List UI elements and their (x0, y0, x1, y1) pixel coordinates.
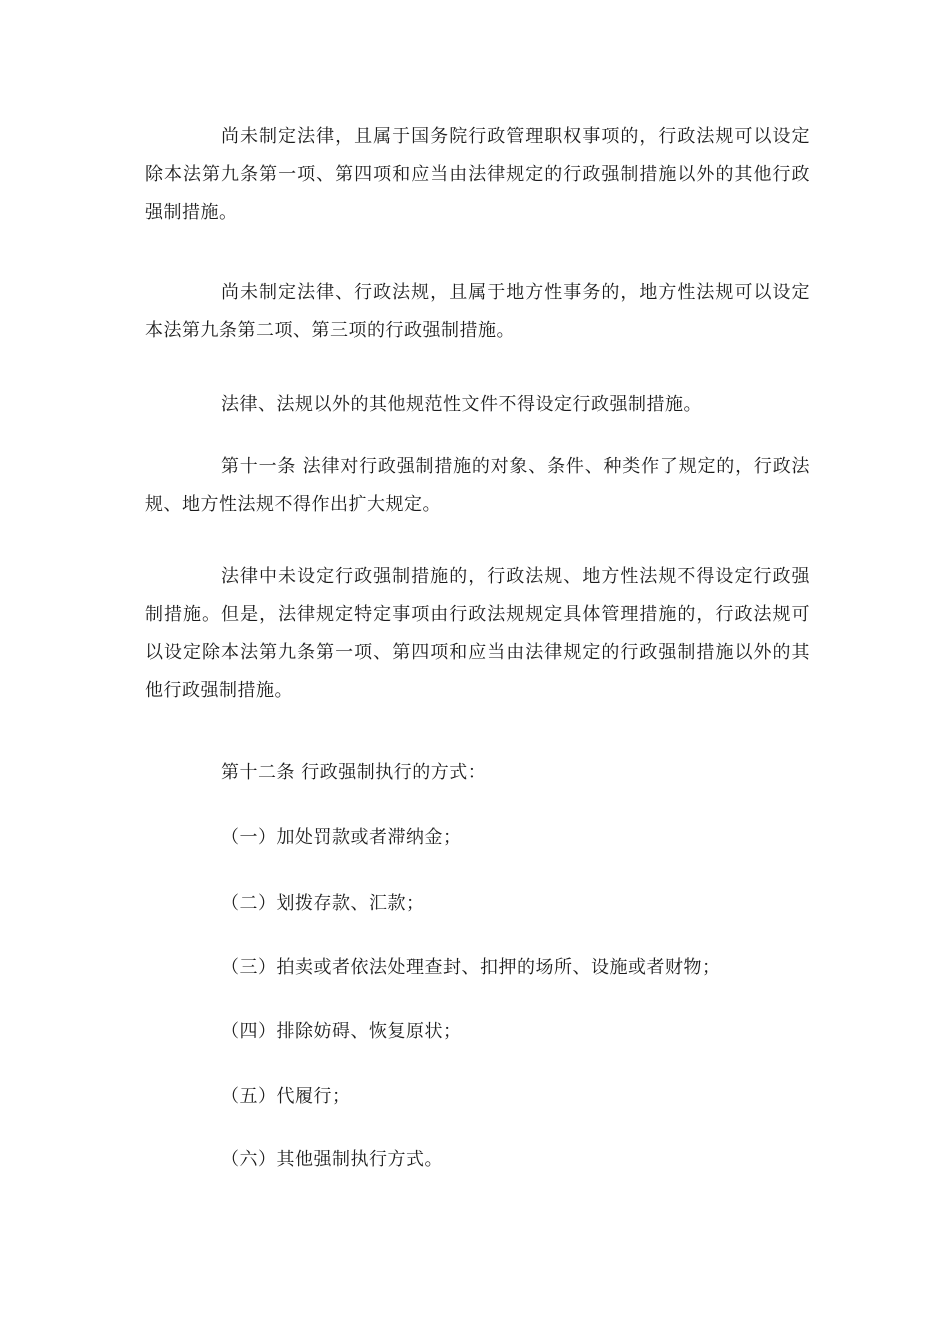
list-item-4: （四）排除妨碍、恢复原状； (221, 1021, 462, 1042)
paragraph-article-12: 第十二条 行政强制执行的方式： (221, 762, 487, 783)
paragraph-article-10-para-3: 尚未制定法律、行政法规，且属于地方性事务的，地方性法规可以设定本法第九条第二项、第三项的行政强制措施。 (145, 282, 810, 341)
paragraph-article-11: 第十一条 法律对行政强制措施的对象、条件、种类作了规定的，行政法规、地方性法规不得作出扩大规定。 (145, 456, 810, 515)
paragraph-article-10-para-4: 法律、法规以外的其他规范性文件不得设定行政强制措施。 (221, 394, 702, 415)
list-item-5: （五）代履行； (221, 1086, 351, 1107)
paragraph-article-11-para-2: 法律中未设定行政强制措施的，行政法规、地方性法规不得设定行政强制措施。但是，法律规定特定事项由行政法规规定具体管理措施的，行政法规可以设定除本法第九条第一项、第四项和应当由法律规定的行政强制措施以外的其他行政强制措施。 (145, 566, 810, 701)
list-item-3: （三）拍卖或者依法处理查封、扣押的场所、设施或者财物； (221, 957, 721, 978)
list-item-1: （一）加处罚款或者滞纳金； (221, 827, 462, 848)
paragraph-article-10-para-2: 尚未制定法律，且属于国务院行政管理职权事项的，行政法规可以设定除本法第九条第一项、第四项和应当由法律规定的行政强制措施以外的其他行政强制措施。 (145, 126, 810, 223)
list-item-6: （六）其他强制执行方式。 (221, 1149, 443, 1170)
list-item-2: （二）划拨存款、汇款； (221, 893, 425, 914)
